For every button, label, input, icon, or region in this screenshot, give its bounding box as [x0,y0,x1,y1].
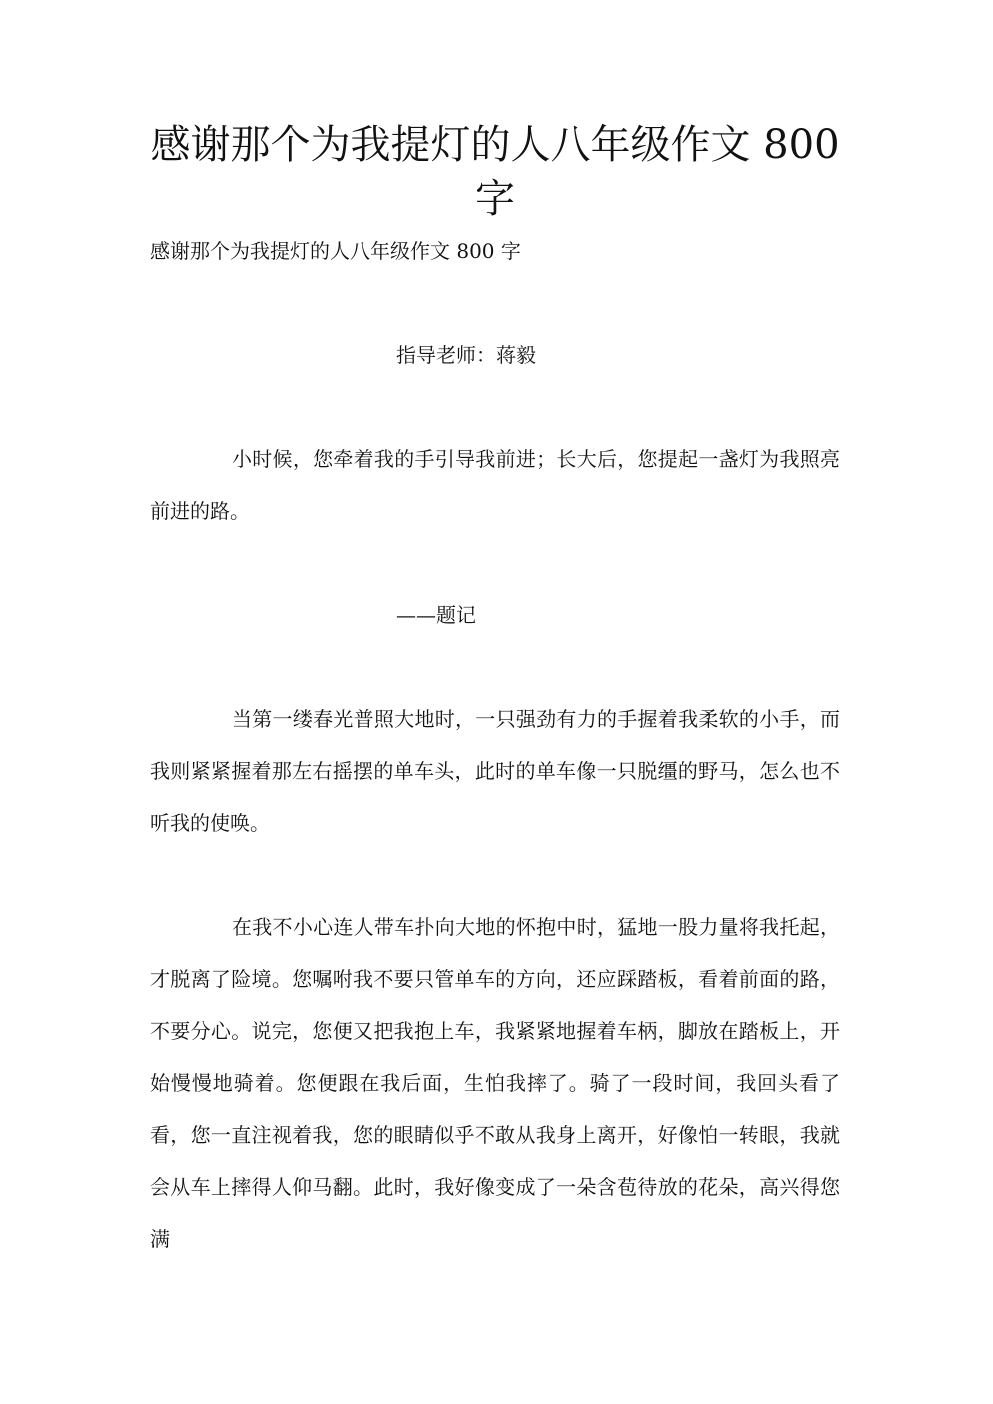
document-subtitle: 感谢那个为我提灯的人八年级作文 800 字 [150,239,521,263]
epigraph-paragraph: 小时候，您牵着我的手引导我前进；长大后，您提起一盏灯为我照亮前进的路。 [150,447,840,523]
teacher-line: 指导老师：蒋毅 [396,343,536,367]
body-paragraph-1: 当第一缕春光普照大地时，一只强劲有力的手握着我柔软的小手，而我则紧紧握着那左右摇摆的单车头，此时的单车像一只脱缰的野马，怎么也不听我的使唤。 [150,707,840,835]
epigraph-signature: ——题记 [396,603,476,627]
body-paragraph-2: 在我不小心连人带车扑向大地的怀抱中时，猛地一股力量将我托起，才脱离了险境。您嘱咐我不要只管单车的方向，还应踩踏板，看着前面的路，不要分心。说完，您便又把我抱上车，我紧紧地握着车柄，脚放在踏板上，开始慢慢地骑着。您便跟在我后面，生怕我摔了。骑了一段时间，我回头看了看，您一直注视着我，您的眼睛似乎不敢从我身上离开，好像怕一转眼，我就会从车上摔得人仰马翻。此时，我好像变成了一朵含苞待放的花朵，高兴得您满 [150,915,840,1251]
document-title: 感谢那个为我提灯的人八年级作文 800 字 [150,122,840,222]
